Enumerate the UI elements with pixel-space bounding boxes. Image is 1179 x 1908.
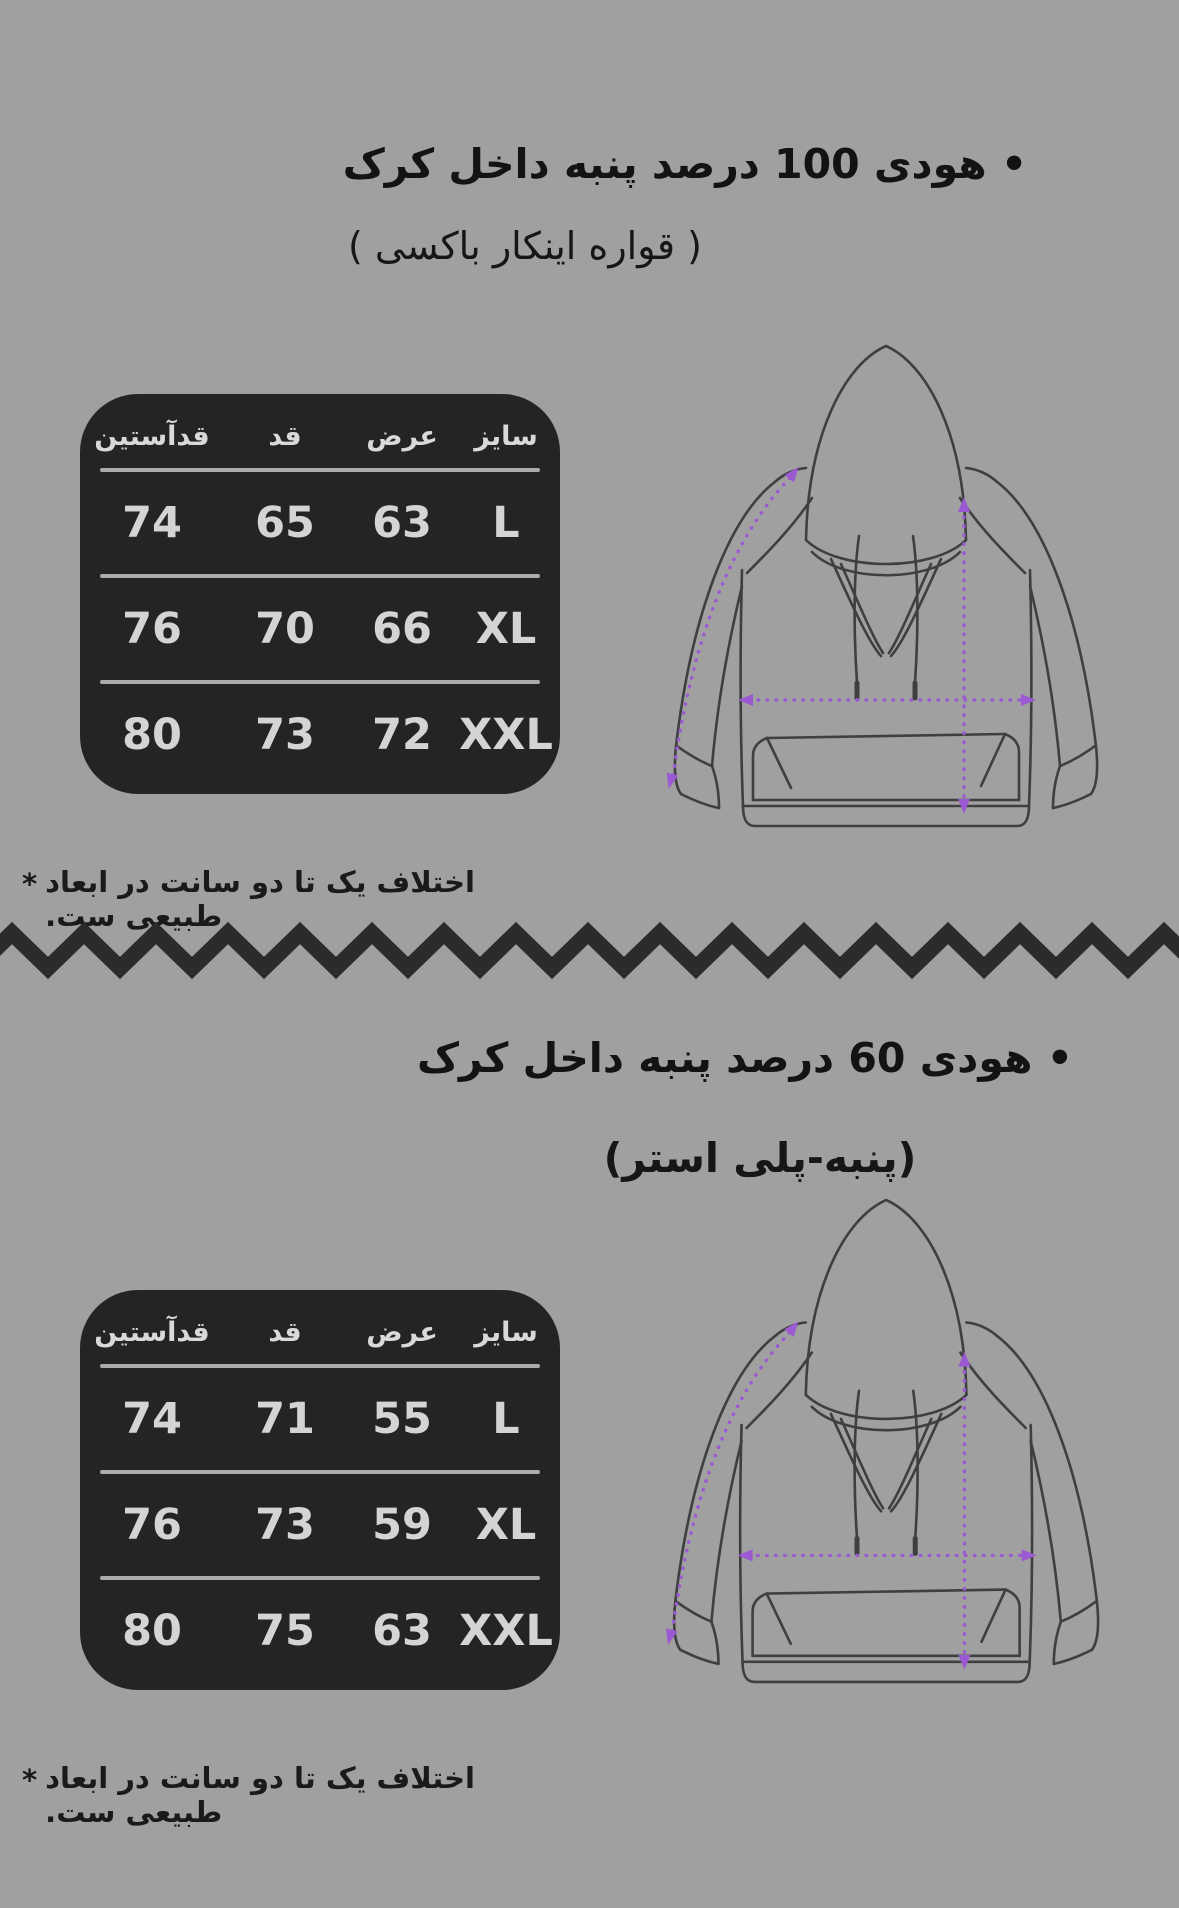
cell-width: 59: [372, 1500, 432, 1550]
sleeves: [674, 1323, 1098, 1664]
section2-subtitle: (پنبه-پلی استر): [603, 1134, 917, 1183]
note-text: اختلاف یک تا دو سانت در ابعاد طبیعی ست.: [45, 1761, 475, 1829]
cell-length: 73: [255, 1500, 315, 1550]
cell-width: 63: [372, 1606, 432, 1656]
cell-size: L: [492, 498, 520, 548]
asterisk-mark: *: [22, 867, 38, 901]
cell-sleeve: 80: [122, 710, 182, 760]
cell-length: 73: [255, 710, 315, 760]
kangaroo-pocket: [753, 1590, 1020, 1656]
table-header-row: [86, 1300, 554, 1364]
cell-size: XL: [475, 1500, 537, 1550]
sleeves: [675, 468, 1097, 808]
header-length: قد: [268, 420, 302, 452]
size-table-100-cotton: [80, 394, 560, 794]
measurement-lines: [672, 1333, 1025, 1659]
header-size: سایز: [474, 420, 538, 452]
cell-sleeve: 74: [122, 498, 182, 548]
size-table-60-cotton: [80, 1290, 560, 1690]
cell-size: XL: [475, 604, 537, 654]
cell-width: 55: [372, 1394, 432, 1444]
zigzag-divider: [0, 916, 1179, 988]
cell-sleeve: 74: [122, 1394, 182, 1444]
hood: [806, 346, 966, 656]
header-length: قد: [268, 1316, 302, 1348]
table-row: [86, 1368, 554, 1470]
cell-length: 75: [255, 1606, 315, 1656]
cell-size: XXL: [459, 710, 553, 760]
cell-size: XXL: [459, 1606, 553, 1656]
asterisk-mark: *: [22, 1763, 38, 1797]
note-text: اختلاف یک تا دو سانت در ابعاد طبیعی ست.: [45, 865, 475, 933]
table-row: [86, 684, 554, 786]
cell-width: 72: [372, 710, 432, 760]
cell-length: 71: [255, 1394, 315, 1444]
table-row: [86, 1474, 554, 1576]
body: [740, 1425, 1032, 1682]
header-sleeve: قدآستین: [94, 1316, 210, 1348]
table-row: [86, 472, 554, 574]
header-size: سایز: [474, 1316, 538, 1348]
header-width: عرض: [366, 420, 438, 452]
hoodie-sketch-2: [606, 1188, 1108, 1708]
size-tolerance-note: [22, 1761, 570, 1829]
hood: [806, 1200, 967, 1511]
measurement-lines: [673, 478, 1025, 803]
section2-title: • هودی 60 درصد پنبه داخل کرک: [417, 1034, 1073, 1083]
measure-arrowheads: [663, 463, 1036, 814]
cell-length: 65: [255, 498, 315, 548]
cell-size: L: [492, 1394, 520, 1444]
cell-length: 70: [255, 604, 315, 654]
table-header-row: [86, 404, 554, 468]
measure-arrowheads: [662, 1318, 1037, 1670]
hoodie-line-art: [675, 346, 1097, 826]
hoodie-sketch-1: [606, 338, 1108, 848]
header-sleeve: قدآستین: [94, 420, 210, 452]
cell-sleeve: 76: [122, 1500, 182, 1550]
section1-title: • هودی 100 درصد پنبه داخل کرک: [342, 140, 1028, 189]
body: [741, 570, 1032, 826]
kangaroo-pocket: [753, 734, 1019, 800]
section1-subtitle: ( قواره اینکار باکسی ): [348, 223, 702, 268]
header-width: عرض: [366, 1316, 438, 1348]
hoodie-line-art: [674, 1200, 1098, 1682]
table-row: [86, 1580, 554, 1682]
cell-width: 63: [372, 498, 432, 548]
cell-width: 66: [372, 604, 432, 654]
cell-sleeve: 80: [122, 1606, 182, 1656]
table-row: [86, 578, 554, 680]
cell-sleeve: 76: [122, 604, 182, 654]
